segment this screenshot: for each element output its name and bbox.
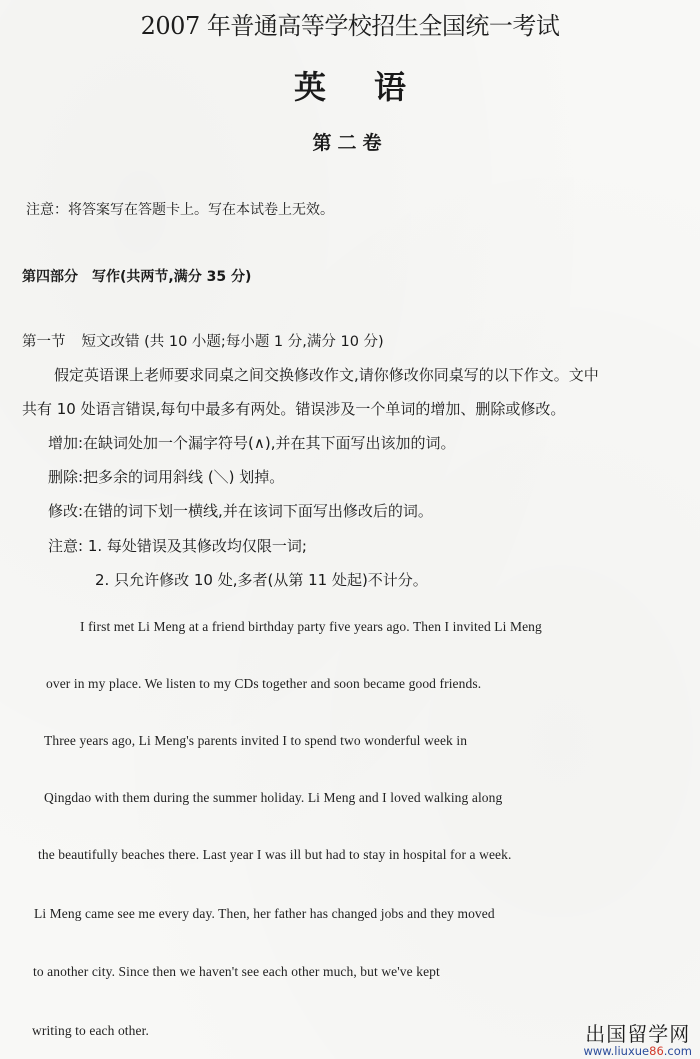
instruction-add: 增加:在缺词处加一个漏字符号(∧),并在其下面写出该加的词。 bbox=[48, 434, 456, 452]
section-heading bbox=[22, 330, 384, 351]
site-watermark bbox=[583, 1021, 692, 1058]
watermark-url-suffix: .com bbox=[663, 1043, 692, 1058]
passage-line: over in my place. We listen to my CDs together and soon became good friends. bbox=[46, 676, 482, 691]
watermark-url bbox=[583, 1043, 692, 1058]
watermark-url-prefix: www.liuxue bbox=[583, 1043, 650, 1058]
passage-line: writing to each other. bbox=[32, 1023, 149, 1038]
passage-line: Three years ago, Li Meng's parents invited I to spend two wonderful week in bbox=[44, 733, 468, 748]
part-title: 写作(共两节,满分 35 分) bbox=[92, 269, 252, 285]
instruction-line: 共有 10 处语言错误,每句中最多有两处。错误涉及一个单词的增加、删除或修改。 bbox=[22, 400, 566, 418]
instruction-note-1: 注意: 1. 每处错误及其修改均仅限一词; bbox=[48, 537, 307, 555]
instruction-delete: 删除:把多余的词用斜线 (＼) 划掉。 bbox=[48, 468, 285, 486]
section-label: 第一节 bbox=[22, 334, 66, 350]
answer-notice: 注意：将答案写在答题卡上。写在本试卷上无效。 bbox=[26, 202, 334, 218]
section-title: 短文改错 (共 10 小题;每小题 1 分,满分 10 分) bbox=[81, 334, 384, 350]
passage-line: Qingdao with them during the summer holiday. Li Meng and I loved walking along bbox=[44, 790, 503, 805]
part-label: 第四部分 bbox=[22, 269, 78, 285]
passage-line: I first met Li Meng at a friend birthday party five years ago. Then I invited Li Meng bbox=[80, 619, 542, 634]
watermark-site-name: 出国留学网 bbox=[585, 1021, 691, 1046]
instruction-line: 假定英语课上老师要求同桌之间交换修改作文,请你修改你同桌写的以下作文。文中 bbox=[54, 366, 599, 384]
instruction-modify: 修改:在错的词下划一横线,并在该词下面写出修改后的词。 bbox=[48, 502, 433, 520]
part-heading bbox=[22, 266, 251, 286]
passage-line: the beautifully beaches there. Last year I was ill but had to stay in hospital for a week. bbox=[38, 847, 512, 862]
subject-title: 英语 bbox=[293, 68, 454, 106]
exam-title: 2007 年普通高等学校招生全国统一考试 bbox=[140, 12, 560, 40]
instruction-note-2: 2. 只允许修改 10 处,多者(从第 11 处起)不计分。 bbox=[95, 571, 428, 589]
passage-line: to another city. Since then we haven't see each other much, but we've kept bbox=[33, 964, 440, 979]
paper-volume-title: 第二卷 bbox=[312, 132, 388, 154]
passage-line: Li Meng came see me every day. Then, her father has changed jobs and they moved bbox=[34, 906, 495, 921]
watermark-url-number: 86 bbox=[649, 1043, 664, 1058]
